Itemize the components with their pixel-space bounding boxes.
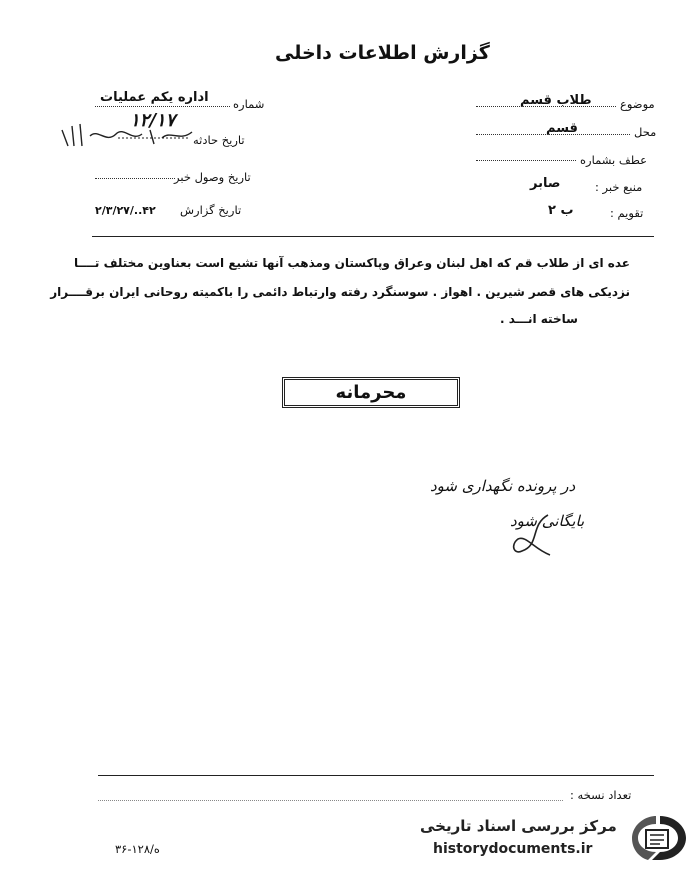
footer-divider: [98, 775, 654, 776]
number-value: اداره یکم عملیات: [100, 90, 209, 105]
handwritten-note-line-2: بایگانی شود: [510, 512, 585, 530]
place-label: محل: [634, 125, 657, 139]
archive-logo-icon: [630, 812, 690, 864]
classification-stamp: محرمانه: [282, 377, 460, 408]
copies-label: تعداد نسخه :: [570, 788, 632, 802]
subject-value: طلاب قسم: [520, 93, 592, 108]
page-title: گزارش اطلاعات داخلی: [275, 42, 490, 64]
subject-label: موضوع: [620, 97, 655, 111]
ref-dots: [476, 160, 576, 161]
body-line-1: عده ای از طلاب قم که اهل لبنان وعراق وپاکستان ومذهب آنها تشیع است بعناوین مختلف تــــا: [73, 256, 630, 270]
watermark-url: historydocuments.ir: [433, 841, 593, 857]
number-label: شماره: [233, 97, 265, 111]
receipt-date-dots: [95, 178, 175, 179]
source-label: منبع خبر :: [595, 180, 643, 194]
watermark-name: مرکز بررسی اسناد تاریخی: [420, 817, 617, 835]
handwritten-note-line-1: در پرونده نگهداری شود: [430, 477, 576, 495]
receipt-date-label: تاریخ وصول خبر: [174, 170, 251, 184]
place-dots: [476, 134, 630, 135]
subject-dots: [476, 106, 616, 107]
incident-date-value: ۱۲/۱۷: [130, 110, 176, 131]
rating-label: تقویم :: [610, 206, 644, 220]
handwritten-date-scribble: [58, 112, 198, 152]
number-dots: [95, 106, 230, 107]
report-date-label: تاریخ گزارش: [180, 203, 242, 217]
ref-label: عطف بشماره: [580, 153, 648, 167]
report-date-value: ۲/۳/۲۷/..۴۲: [95, 204, 156, 217]
signature-mark: [500, 505, 560, 565]
body-line-2: نزدیکی های قصر شیرین . اهواز . سوسنگرد رفته وارتباط دائمی را باکمیته روحانی ایران برقــــرار: [50, 285, 630, 299]
body-line-3: ساخته انـــد .: [500, 312, 578, 326]
place-value: قسم: [546, 121, 578, 136]
source-value: صابر: [530, 176, 561, 191]
incident-date-label: تاریخ حادثه: [193, 133, 245, 147]
header-divider: [92, 236, 654, 237]
copies-dots: [98, 800, 563, 801]
rating-value: ب ۲: [548, 203, 574, 218]
form-code: ۳۶-۱۲۸/ه: [115, 842, 160, 856]
